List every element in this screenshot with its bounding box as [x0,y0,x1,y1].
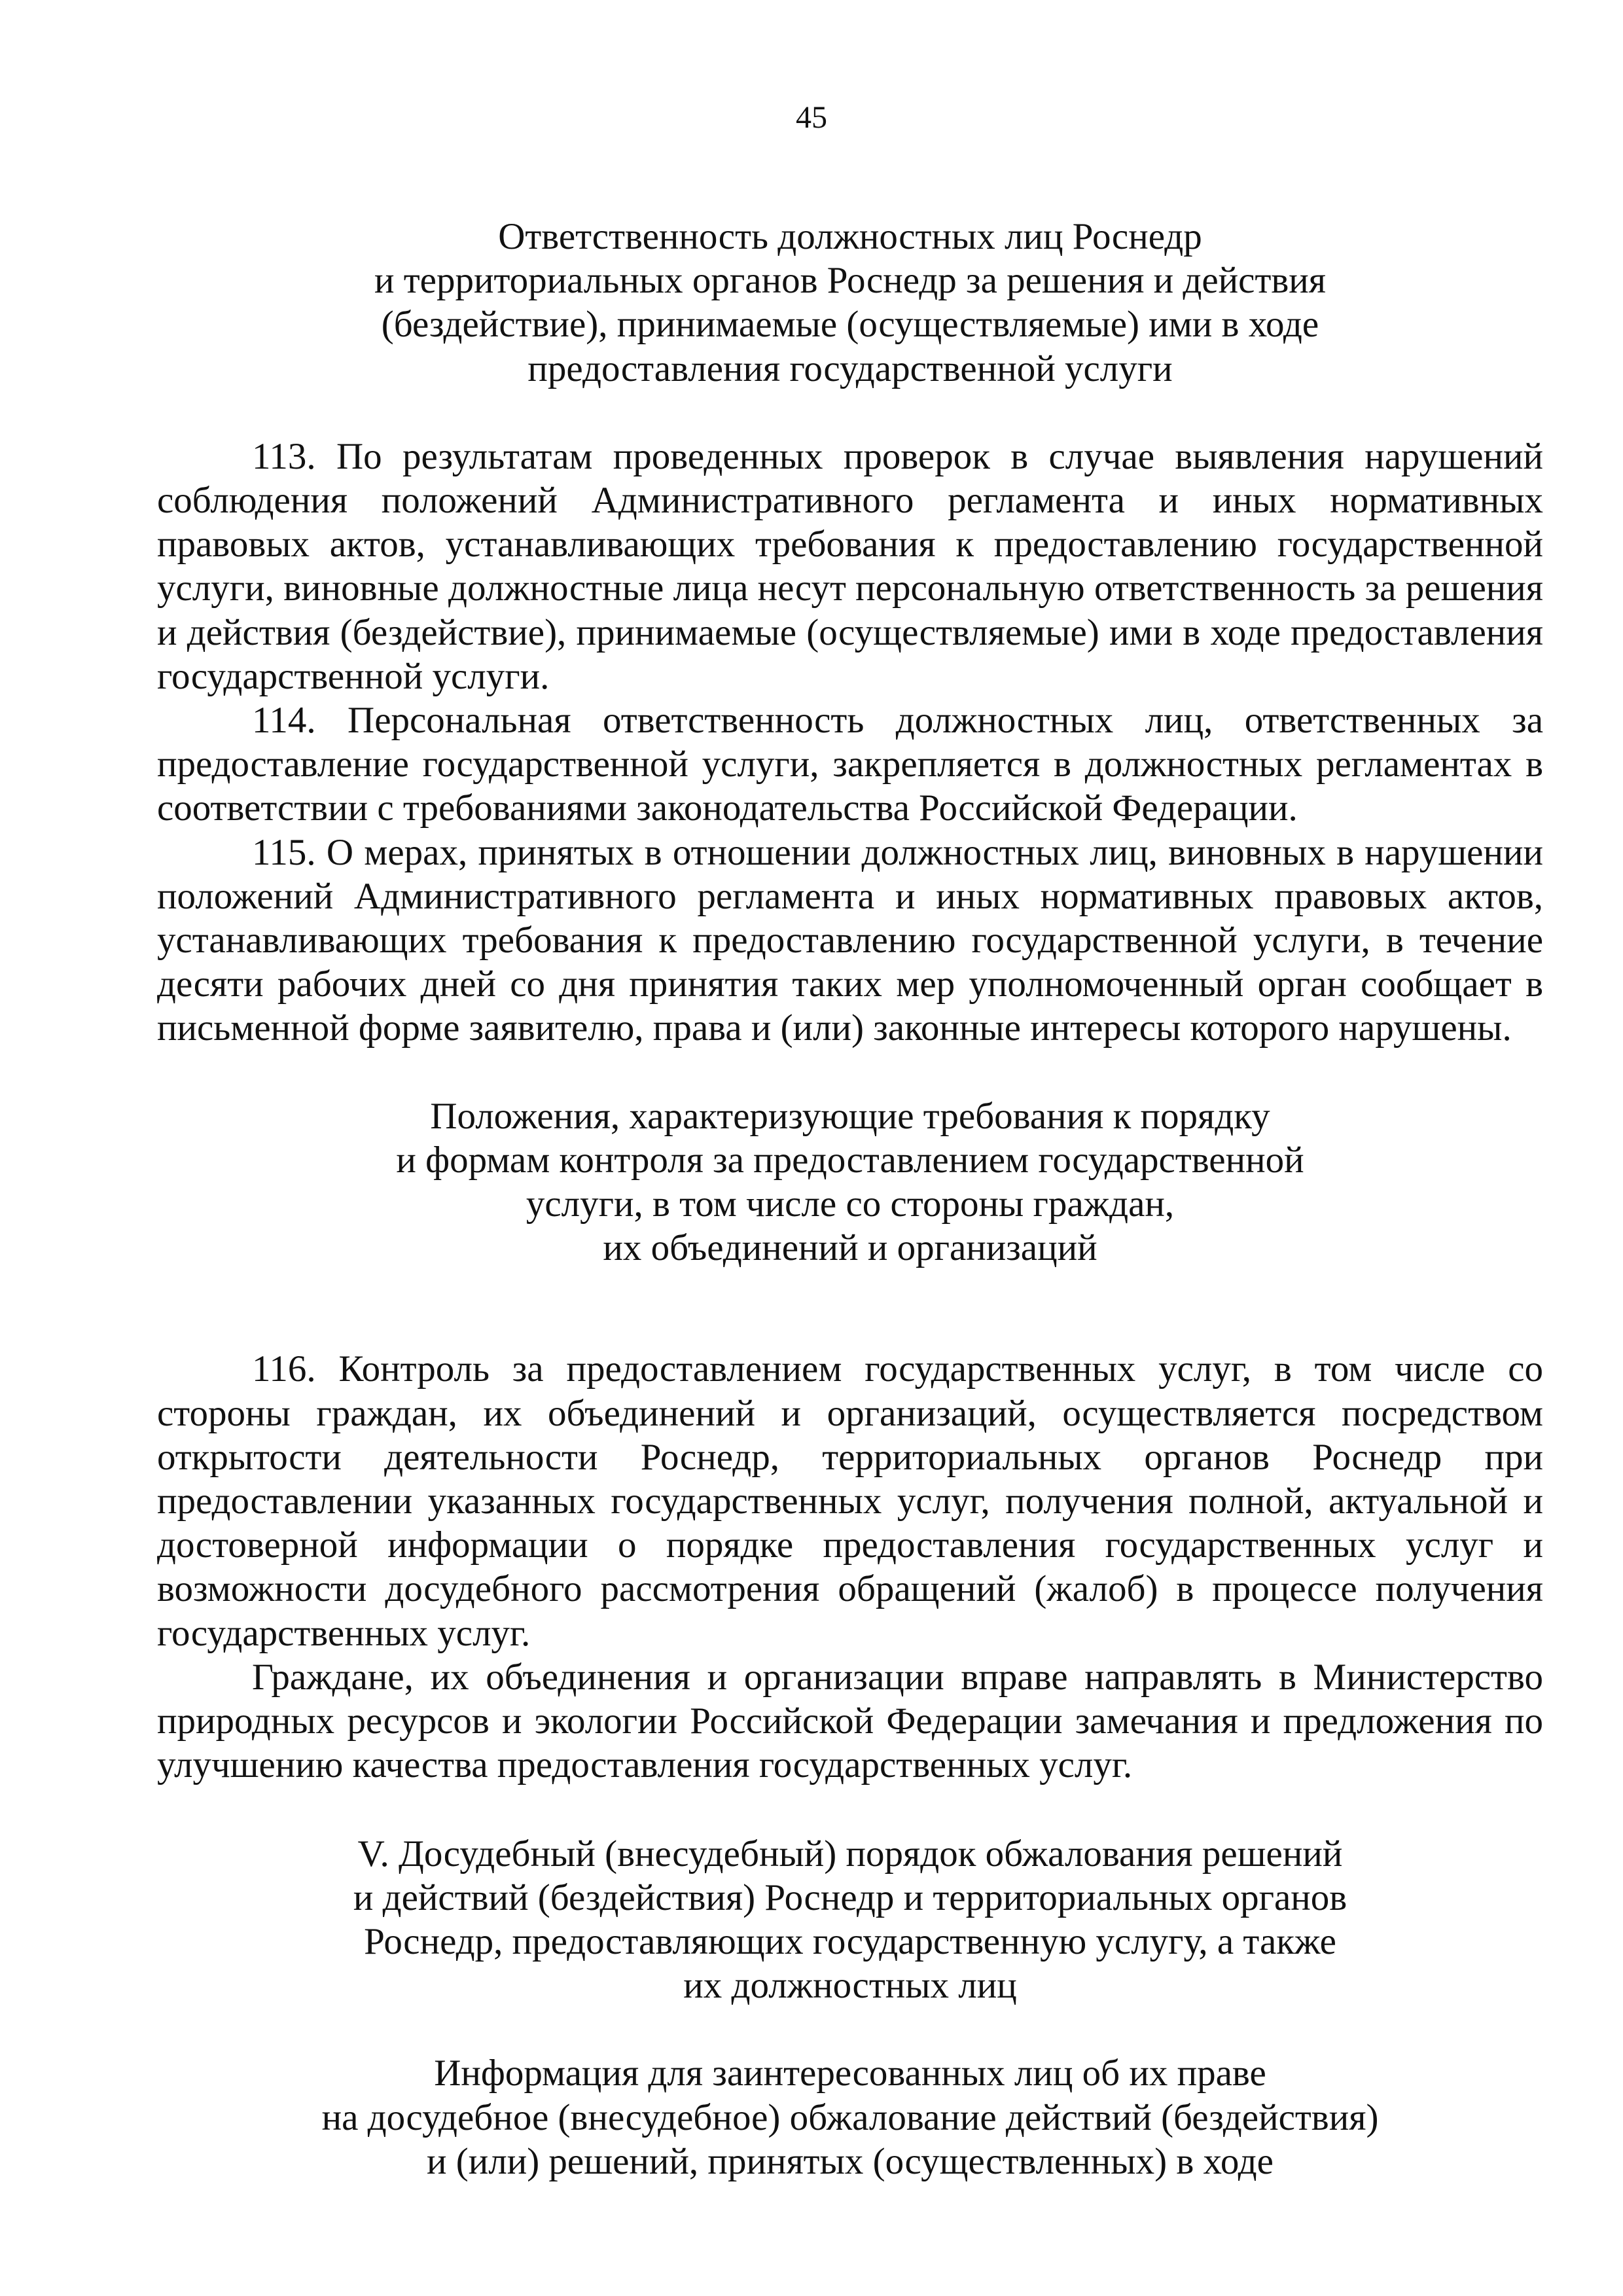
heading-line: Роснедр, предоставляющих государственную услугу, а также [364,1920,1336,1962]
page-number: 45 [796,100,827,135]
heading-line: V. Досудебный (внесудебный) порядок обжалования решений [357,1833,1343,1874]
heading-line: Положения, характеризующие требования к порядку [430,1095,1270,1137]
section-heading-info [157,2051,1543,2183]
section-heading-v [157,1832,1543,2008]
document-body [157,215,1543,2183]
heading-line: и территориальных органов Роснедр за решения и действия [374,260,1326,302]
heading-line: и (или) решений, принятых (осуществленных) в ходе [427,2140,1274,2182]
paragraph-115: 115. О мерах, принятых в отношении должностных лиц, виновных в нарушении положений Административного регламента и иных нормативных правовых актов, устанавливающих требования к предоставлению государственной услуги, в течение десяти рабочих дней со дня принятия таких мер уполномоченный орган сообщает в письменной форме заявителю, права и (или) законные интересы которого нарушены. [157,831,1543,1049]
heading-line: на досудебное (внесудебное) обжалование действий (бездействия) [321,2096,1379,2138]
paragraph-116: 116. Контроль за предоставлением государственных услуг, в том числе со стороны граждан, их объединений и организаций, осуществляется посредством открытости деятельности Роснедр, территориальных органов Роснедр при предоставлении указанных государственных услуг, получения полной, актуальной и достоверной информации о порядке предоставления государственных услуг и возможности досудебного рассмотрения обращений (жалоб) в процессе получения государственных услуг. [157,1348,1543,1654]
heading-line: предоставления государственной услуги [527,348,1173,389]
paragraph-citizens-rights: Граждане, их объединения и организации вправе направлять в Министерство природных ресурсов и экологии Российской Федерации замечания и предложения по улучшению качества предоставления государственных услуг. [157,1656,1543,1786]
heading-line: Информация для заинтересованных лиц об их праве [434,2053,1266,2094]
heading-line: и формам контроля за предоставлением государственной [396,1139,1304,1181]
section-heading-control [157,1094,1543,1270]
heading-line: (бездействие), принимаемые (осуществляемые) ими в ходе [381,304,1319,346]
heading-line: и действий (бездействия) Роснедр и территориальных органов [353,1876,1347,1918]
section-heading-responsibility [157,215,1543,391]
paragraph-114: 114. Персональная ответственность должностных лиц, ответственных за предоставление государственной услуги, закрепляется в должностных регламентах в соответствии с требованиями законодательства Российской Федерации. [157,700,1543,829]
heading-line: их должностных лиц [683,1965,1017,2007]
heading-line: услуги, в том числе со стороны граждан, [526,1183,1175,1225]
heading-line: Ответственность должностных лиц Роснедр [498,216,1202,257]
paragraph-113: 113. По результатам проведенных проверок в случае выявления нарушений соблюдения положений Административного регламента и иных нормативных правовых актов, устанавливающих требования к предоставлению государственной услуги, виновные должностные лица несут персональную ответственность за решения и действия (бездействие), принимаемые (осуществляемые) ими в ходе предоставления государственной услуги. [157,435,1543,697]
heading-line: их объединений и организаций [603,1227,1097,1269]
